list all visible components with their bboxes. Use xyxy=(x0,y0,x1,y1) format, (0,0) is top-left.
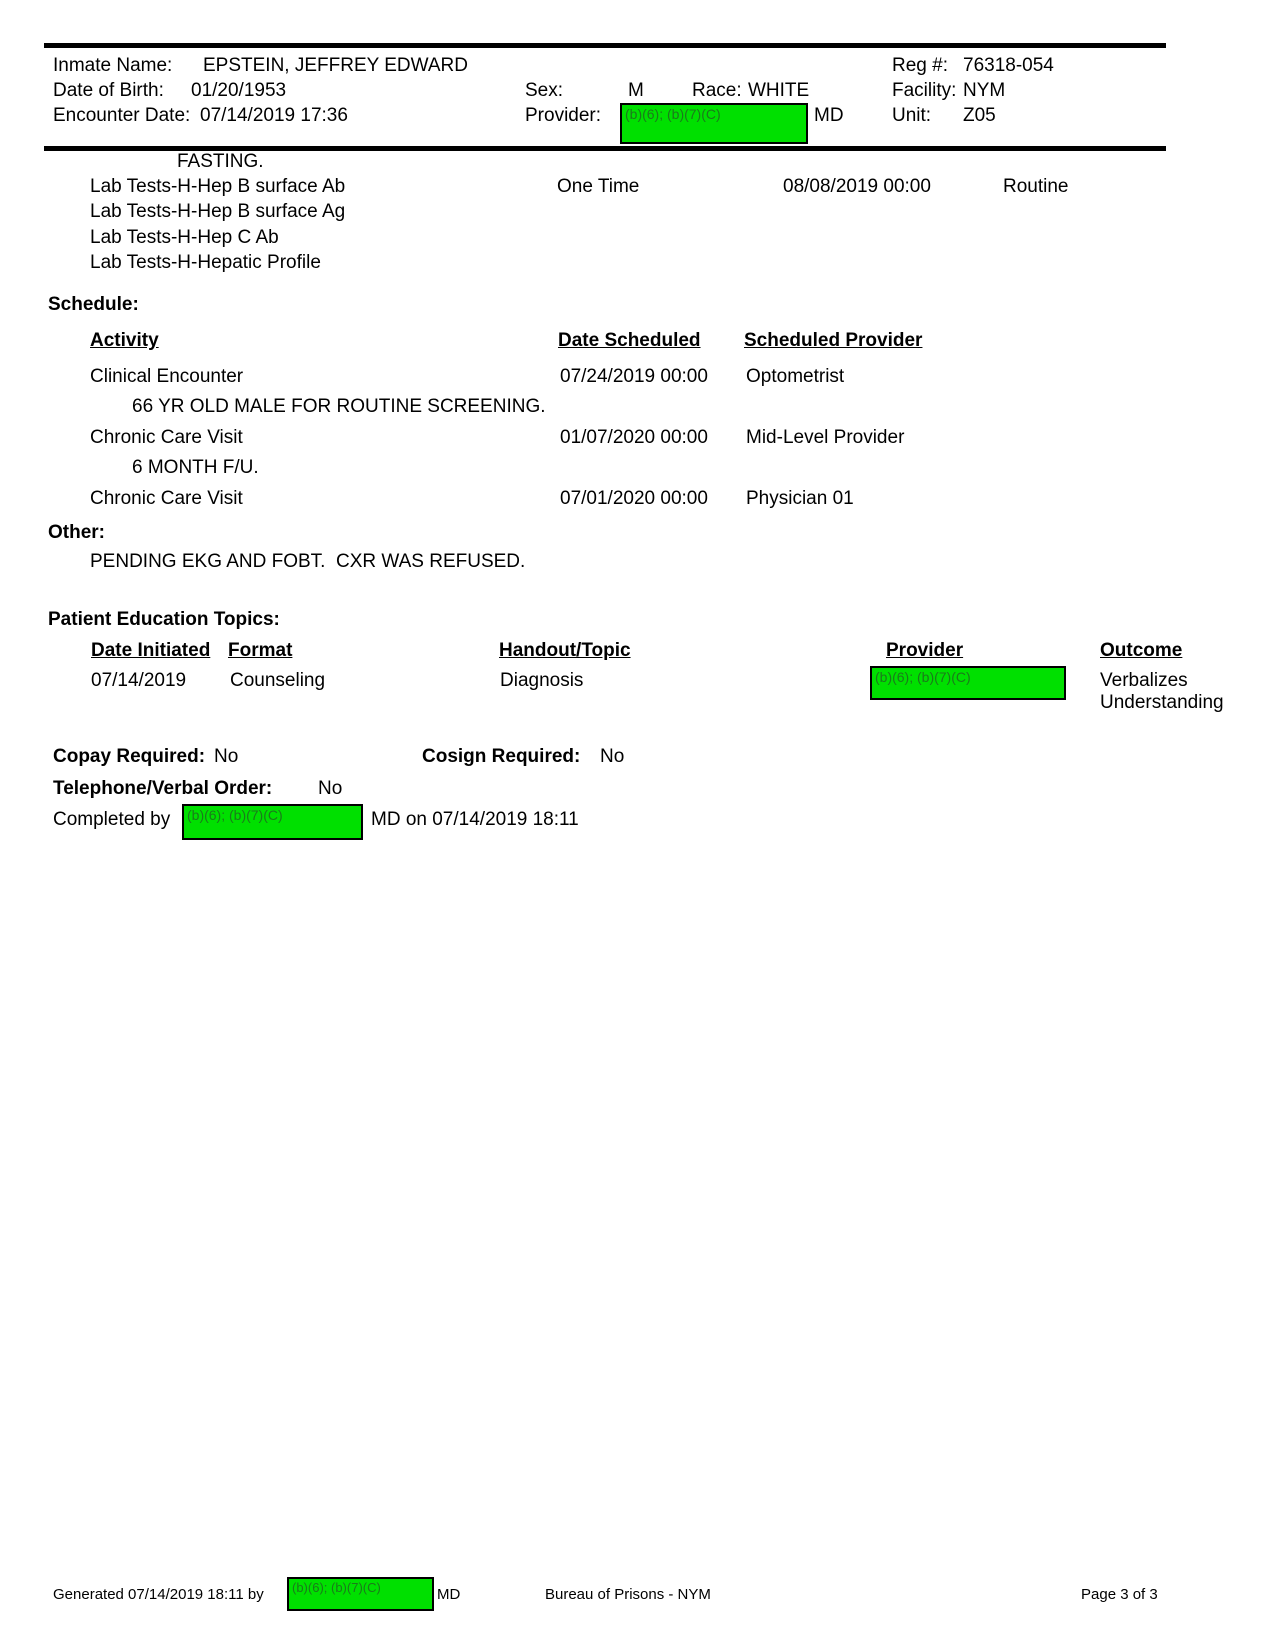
schedule-header-activity: Activity xyxy=(90,330,159,351)
race-label: Race: xyxy=(692,80,742,101)
reg-number-value: 76318-054 xyxy=(963,55,1054,76)
schedule-header-date: Date Scheduled xyxy=(558,330,701,351)
inmate-name-value: EPSTEIN, JEFFREY EDWARD xyxy=(203,55,468,76)
education-header-format: Format xyxy=(228,640,293,661)
encounter-date-value: 07/14/2019 17:36 xyxy=(200,105,348,126)
lab-test-date: 08/08/2019 00:00 xyxy=(783,176,931,197)
education-row-topic: Diagnosis xyxy=(500,670,584,691)
provider-label: Provider: xyxy=(525,105,602,126)
encounter-date-label: Encounter Date: xyxy=(53,105,191,126)
redaction-exemption-label: (b)(6); (b)(7)(C) xyxy=(187,807,283,823)
education-row-outcome-line1: Verbalizes xyxy=(1100,670,1188,691)
footer-redaction-box xyxy=(287,1577,434,1611)
completed-by-label: Completed by xyxy=(53,809,171,830)
education-header-outcome: Outcome xyxy=(1100,640,1183,661)
schedule-row-date: 01/07/2020 00:00 xyxy=(560,427,708,448)
facility-value: NYM xyxy=(963,80,1006,101)
completed-by-suffix: MD on 07/14/2019 18:11 xyxy=(371,809,579,830)
footer-generated-credential: MD xyxy=(437,1586,461,1603)
schedule-row-date: 07/24/2019 00:00 xyxy=(560,366,708,387)
education-provider-redaction-box xyxy=(870,666,1066,700)
sex-label: Sex: xyxy=(525,80,564,101)
education-row-outcome-line2: Understanding xyxy=(1100,692,1224,713)
education-row-date: 07/14/2019 xyxy=(91,670,187,691)
education-header-provider: Provider xyxy=(886,640,964,661)
schedule-row-note: 66 YR OLD MALE FOR ROUTINE SCREENING. xyxy=(132,396,546,417)
schedule-row-provider: Physician 01 xyxy=(746,488,854,509)
cosign-required-label: Cosign Required: xyxy=(422,746,581,767)
schedule-row-activity: Chronic Care Visit xyxy=(90,427,243,448)
unit-label: Unit: xyxy=(892,105,932,126)
provider-credential: MD xyxy=(814,105,844,126)
inmate-name-label: Inmate Name: xyxy=(53,55,173,76)
lab-test-name: Lab Tests-H-Hepatic Profile xyxy=(90,252,321,273)
lab-test-frequency: One Time xyxy=(557,176,640,197)
header-top-rule xyxy=(44,43,1166,48)
copay-required-label: Copay Required: xyxy=(53,746,206,767)
reg-number-label: Reg #: xyxy=(892,55,948,76)
unit-value: Z05 xyxy=(963,105,996,126)
other-text: PENDING EKG AND FOBT. CXR WAS REFUSED. xyxy=(90,551,526,572)
other-section-title: Other: xyxy=(48,522,105,543)
schedule-row-note: 6 MONTH F/U. xyxy=(132,457,259,478)
education-header-topic: Handout/Topic xyxy=(499,640,631,661)
lab-test-priority: Routine xyxy=(1003,176,1069,197)
lab-test-name: Lab Tests-H-Hep C Ab xyxy=(90,227,279,248)
lab-test-name: Lab Tests-H-Hep B surface Ab xyxy=(90,176,346,197)
redaction-exemption-label: (b)(6); (b)(7)(C) xyxy=(875,669,971,685)
footer-page-number: Page 3 of 3 xyxy=(1081,1586,1158,1603)
education-section-title: Patient Education Topics: xyxy=(48,609,280,630)
facility-label: Facility: xyxy=(892,80,957,101)
education-row-format: Counseling xyxy=(230,670,326,691)
sex-value: M xyxy=(628,80,644,101)
schedule-row-activity: Chronic Care Visit xyxy=(90,488,243,509)
order-note: FASTING. xyxy=(177,151,264,172)
schedule-section-title: Schedule: xyxy=(48,294,139,315)
schedule-row-activity: Clinical Encounter xyxy=(90,366,244,387)
schedule-row-provider: Optometrist xyxy=(746,366,845,387)
footer-generated-text: Generated 07/14/2019 18:11 by xyxy=(53,1586,264,1603)
cosign-required-value: No xyxy=(600,746,625,767)
provider-redaction-box xyxy=(620,103,808,144)
redaction-exemption-label: (b)(6); (b)(7)(C) xyxy=(292,1580,381,1595)
telephone-verbal-order-label: Telephone/Verbal Order: xyxy=(53,778,273,799)
dob-label: Date of Birth: xyxy=(53,80,164,101)
schedule-row-provider: Mid-Level Provider xyxy=(746,427,905,448)
redaction-exemption-label: (b)(6); (b)(7)(C) xyxy=(625,106,721,122)
schedule-row-date: 07/01/2020 00:00 xyxy=(560,488,708,509)
copay-required-value: No xyxy=(214,746,239,767)
footer-facility-text: Bureau of Prisons - NYM xyxy=(545,1586,711,1603)
completed-by-redaction-box xyxy=(182,804,363,840)
education-header-date: Date Initiated xyxy=(91,640,211,661)
dob-value: 01/20/1953 xyxy=(191,80,287,101)
telephone-verbal-order-value: No xyxy=(318,778,343,799)
race-value: WHITE xyxy=(748,80,810,101)
lab-test-name: Lab Tests-H-Hep B surface Ag xyxy=(90,201,346,222)
schedule-header-provider: Scheduled Provider xyxy=(744,330,923,351)
